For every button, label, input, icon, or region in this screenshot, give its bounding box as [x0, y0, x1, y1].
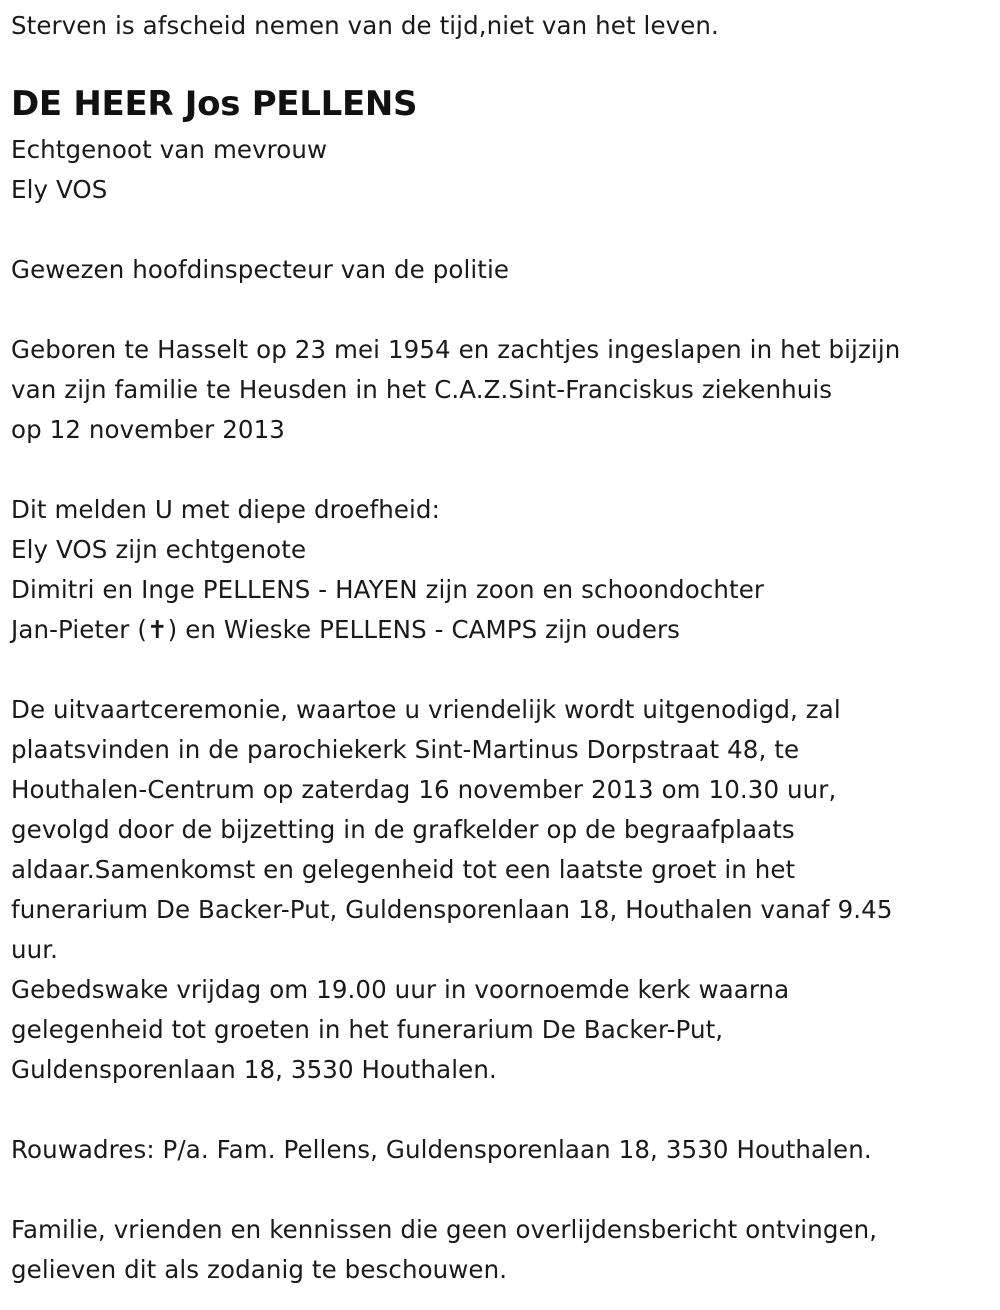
paragraph-line: Houthalen-Centrum op zaterdag 16 november 2013 om 10.30 uur, [11, 775, 837, 804]
motto-text: Sterven is afscheid nemen van de tijd,niet van het leven. [11, 11, 719, 40]
paragraph-line: van zijn familie te Heusden in het C.A.Z.Sint-Franciskus ziekenhuis [11, 375, 833, 404]
family-member-line [11, 610, 986, 650]
paragraph-line: Familie, vrienden en kennissen die geen overlijdensbericht ontvingen, [11, 1215, 878, 1244]
paragraph-line: Guldensporenlaan 18, 3530 Houthalen. [11, 1055, 497, 1084]
paragraph-line: Geboren te Hasselt op 23 mei 1954 en zachtjes ingeslapen in het bijzijn [11, 335, 901, 364]
spacer [11, 650, 986, 690]
spacer [11, 450, 986, 490]
birth-death-paragraph [11, 330, 986, 450]
deceased-name: DE HEER Jos PELLENS [11, 84, 418, 124]
paragraph-line: gevolgd door de bijzetting in de grafkelder op de begraafplaats [11, 815, 795, 844]
ceremony-paragraph [11, 690, 986, 1090]
paragraph-line: gelegenheid tot groeten in het funerarium De Backer-Put, [11, 1015, 724, 1044]
obituary-notice [11, 6, 986, 1290]
family-member-line: Dimitri en Inge PELLENS - HAYEN zijn zoon en schoondochter [11, 575, 765, 604]
paragraph-line: De uitvaartceremonie, waartoe u vriendelijk wordt uitgenodigd, zal [11, 695, 841, 724]
spouse-name: Ely VOS [11, 175, 108, 204]
occupation-text: Gewezen hoofdinspecteur van de politie [11, 255, 510, 284]
spacer [11, 1090, 986, 1130]
spacer [11, 210, 986, 250]
closing-paragraph [11, 1210, 986, 1290]
family-announcement [11, 490, 986, 650]
cross-icon: ✝ [147, 615, 168, 644]
paragraph-line: plaatsvinden in de parochiekerk Sint-Martinus Dorpstraat 48, te [11, 735, 800, 764]
paragraph-line: uur. [11, 935, 59, 964]
announcement-intro: Dit melden U met diepe droefheid: [11, 495, 440, 524]
family-text: Jan-Pieter ( [11, 615, 148, 644]
paragraph-line: Gebedswake vrijdag om 19.00 uur in voornoemde kerk waarna [11, 975, 790, 1004]
family-text: ) en Wieske PELLENS - CAMPS zijn ouders [167, 615, 681, 644]
paragraph-line: op 12 november 2013 [11, 415, 285, 444]
paragraph-line: funerarium De Backer-Put, Guldensporenlaan 18, Houthalen vanaf 9.45 [11, 895, 893, 924]
spacer [11, 290, 986, 330]
mourning-address: Rouwadres: P/a. Fam. Pellens, Guldensporenlaan 18, 3530 Houthalen. [11, 1135, 872, 1164]
paragraph-line: aldaar.Samenkomst en gelegenheid tot een laatste groet in het [11, 855, 796, 884]
paragraph-line: gelieven dit als zodanig te beschouwen. [11, 1255, 508, 1284]
spouse-line: Echtgenoot van mevrouw [11, 135, 328, 164]
spacer [11, 1170, 986, 1210]
family-member-line: Ely VOS zijn echtgenote [11, 535, 307, 564]
